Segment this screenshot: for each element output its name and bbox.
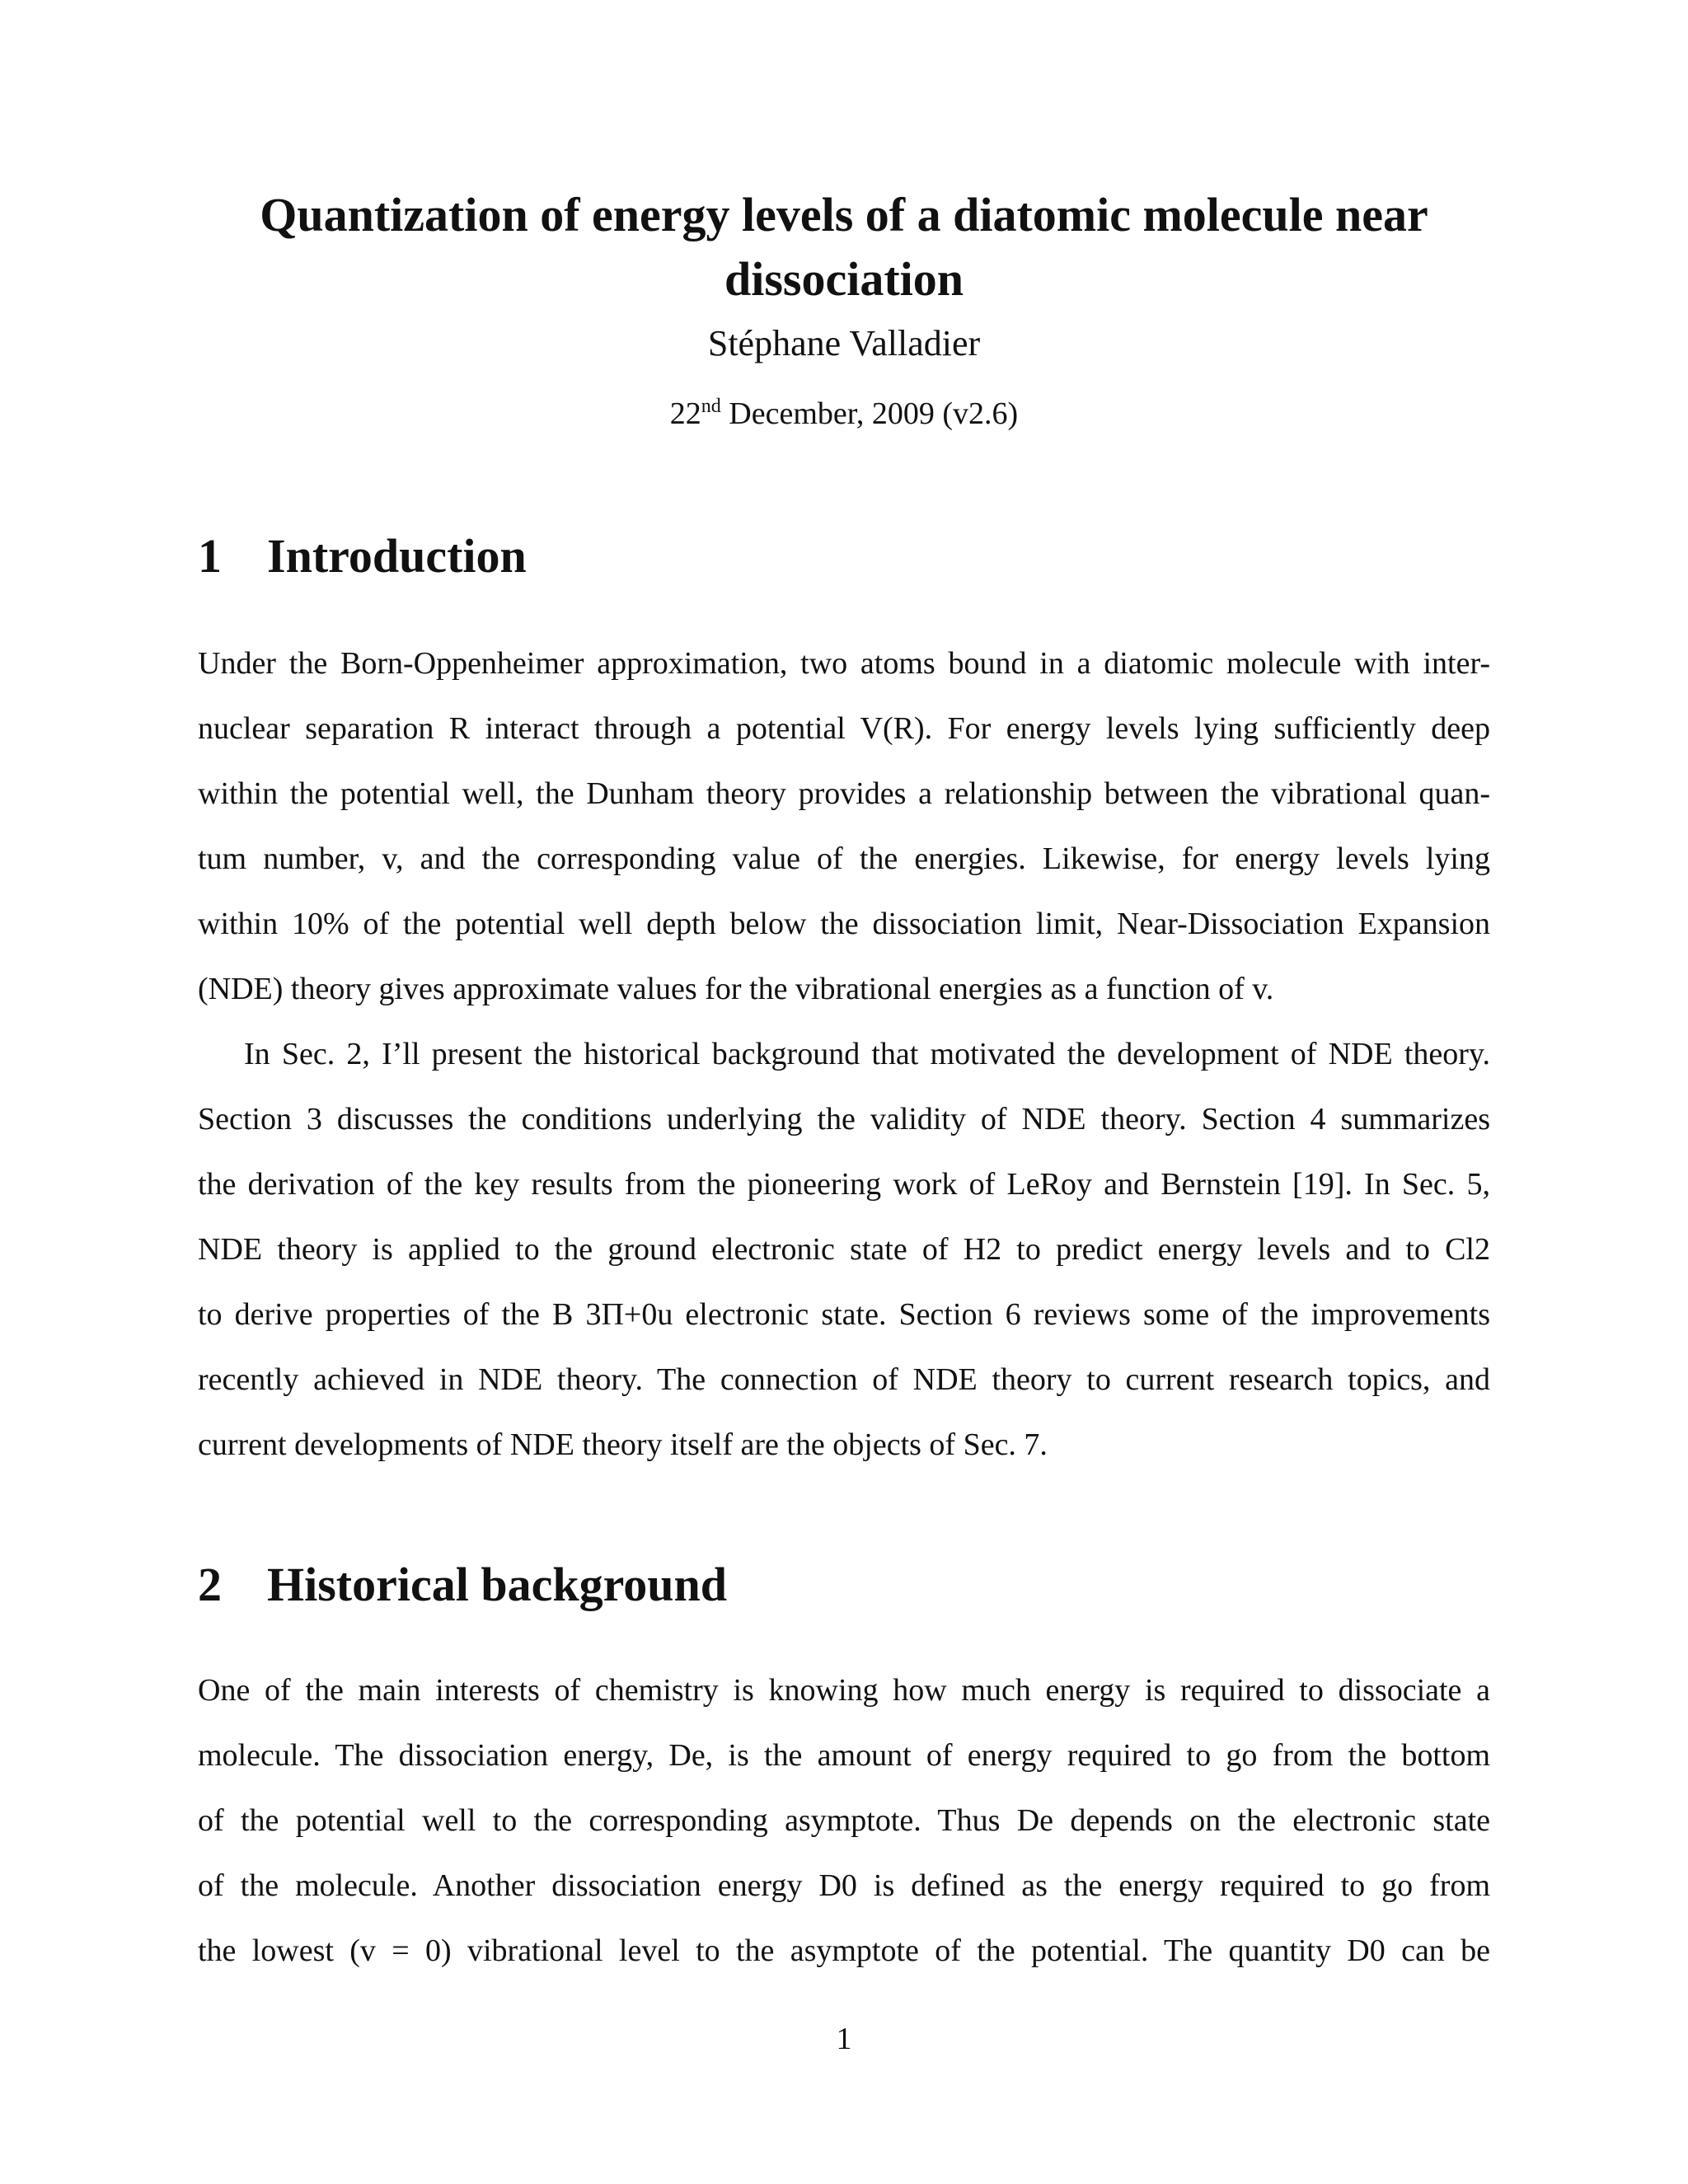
- text-line: of the molecule. Another dissociation energy D0 is defined as the energy required to go from: [198, 1868, 1490, 1903]
- text-line: NDE theory is applied to the ground electronic state of H2 to predict energy levels and to Cl2: [198, 1232, 1490, 1267]
- text-line: One of the main interests of chemistry is knowing how much energy is required to dissociate a: [198, 1673, 1490, 1708]
- author-name: Stéphane Valladier: [707, 323, 981, 363]
- text-line: the lowest (v = 0) vibrational level to the asymptote of the potential. The quantity D0 can be: [198, 1933, 1490, 1968]
- text-line: molecule. The dissociation energy, De, is the amount of energy required to go from the bottom: [198, 1738, 1490, 1773]
- intro-paragraph-2: [198, 1022, 1490, 1478]
- text-line: to derive properties of the B 3Π+0u electronic state. Section 6 reviews some of the improvements: [198, 1297, 1490, 1332]
- section-title: Introduction: [267, 529, 527, 583]
- text-line: recently achieved in NDE theory. The connection of NDE theory to current research topics, and: [198, 1362, 1490, 1397]
- text-line: within the potential well, the Dunham theory provides a relationship between the vibrational quan-: [198, 776, 1490, 811]
- date-suffix: nd: [701, 396, 721, 417]
- section-heading-historical-background: [198, 1556, 1490, 1614]
- text-line: In Sec. 2, I’ll present the historical background that motivated the development of NDE theory.: [244, 1037, 1490, 1071]
- section-heading-introduction: [198, 527, 1490, 585]
- text-line: tum number, v, and the corresponding value of the energies. Likewise, for energy levels lying: [198, 841, 1490, 876]
- text-line: Section 3 discusses the conditions underlying the validity of NDE theory. Section 4 summarizes: [198, 1102, 1490, 1137]
- text-line: the derivation of the key results from the pioneering work of LeRoy and Bernstein [19]. In Sec. 5,: [198, 1167, 1490, 1202]
- history-paragraph-1: [198, 1658, 1490, 1984]
- paper-title: Quantization of energy levels of a diatomic molecule near dissociation: [260, 188, 1428, 306]
- date-rest: December, 2009 (v2.6): [720, 396, 1019, 431]
- text-line: nuclear separation R interact through a potential V(R). For energy levels lying sufficiently deep: [198, 711, 1490, 746]
- text-line: within 10% of the potential well depth below the dissociation limit, Near-Dissociation Expansion: [198, 907, 1490, 941]
- text-line: of the potential well to the corresponding asymptote. Thus De depends on the electronic state: [198, 1803, 1490, 1838]
- intro-paragraph-1: [198, 631, 1490, 1022]
- paper-date: [0, 394, 1688, 434]
- section-number: 1: [198, 529, 222, 583]
- text-line: current developments of NDE theory itself are the objects of Sec. 7.: [198, 1427, 1048, 1462]
- section-title: Historical background: [267, 1558, 728, 1611]
- text-line: (NDE) theory gives approximate values for the vibrational energies as a function of v.: [198, 972, 1274, 1006]
- page-number: 1: [836, 2022, 852, 2056]
- date-day: 22: [669, 396, 701, 431]
- text-line: Under the Born-Oppenheimer approximation, two atoms bound in a diatomic molecule with inter-: [198, 646, 1490, 681]
- section-number: 2: [198, 1558, 222, 1611]
